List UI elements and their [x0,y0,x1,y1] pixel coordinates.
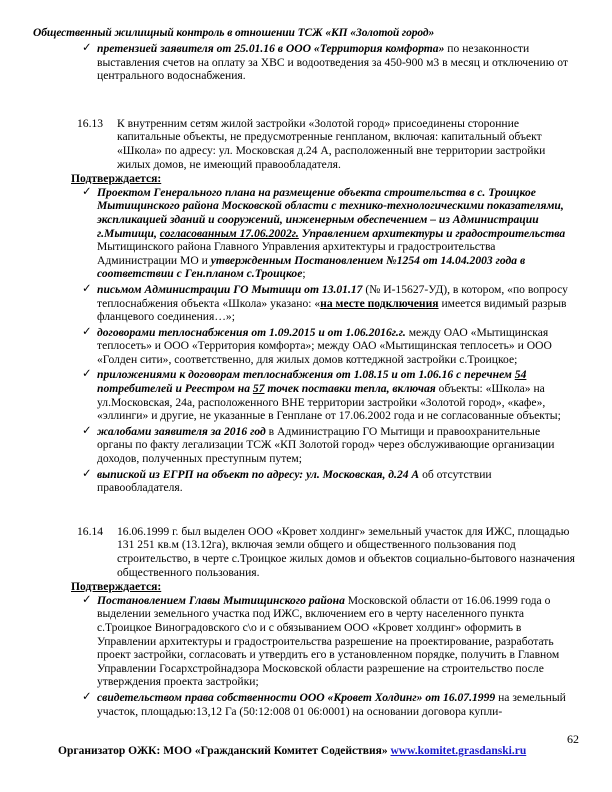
checkmark-icon: ✓ [82,690,92,703]
section-text: 16.06.1999 г. был выделен ООО «Кровет холдинг» земельный участок для ИЖС, площадью 131 251 кв.м (13.12га), включая земли общего и общественного пользования под строительство, в черте с.Троицкое жилых домов и объектов социально-бытового назначения общественного пользования. [117,524,575,579]
list-item: ✓ Проектом Генерального плана на размещение объекта строительства в с. Троицкое Мытищинского района Московской области с технико-технологическими показателями, экспликацией зданий и сооружений, инженерным обеспечением – из Администрации г.Мытищи, согласованным 17.06.2002г. Управлением архитектуры и градостроительства Мытищинского района Главного Управления архитектуры и градостроительства Администрации МО и утвержденным Постановлением №1254 от 14.04.2003 года в соответствии с Ген.планом с.Троицкое; [82,185,566,281]
list-item: ✓ жалобами заявителя за 2016 год в Администрацию ГО Мытищи и правоохранительные органы по факту легализации ТСЖ «КП Золотой город» через обслуживающие организации доходов, полученных преступным путем; [82,424,555,466]
footer-text: Организатор ОЖК: МОО «Гражданский Комитет Содействия» [58,745,391,757]
checkmark-icon: ✓ [82,467,92,480]
checkmark-icon: ✓ [82,282,92,295]
checkmark-icon: ✓ [82,42,92,54]
section-16-13 [77,117,577,171]
list-item: ✓ выпиской из ЕГРП на объект по адресу: ул. Московская, д.24 А об отсутствии правообладателя. [82,467,492,495]
list-item: ✓ претензией заявителя от 25.01.16 в ООО «Территория комфорта» по незаконности выставления счетов на оплату за ХВС и водоотведения за 450-900 м3 в месяц и отключению от центрального водоснабжения. [82,42,568,83]
page-header: Общественный жилищный контроль в отношении ТСЖ «КП «Золотой город» [33,27,435,39]
document-body [71,42,577,720]
page-footer [58,745,526,757]
list-item: ✓ приложениями к договорам теплоснабжения от 1.08.15 и от 1.06.16 с перечнем 54 потребителей и Реестром на 57 точек поставки тепла, включая объекты: «Школа» на ул.Московская, 24а, расположенного ВНЕ территории застройки «Золотой город», «кафе», «эллинги» и другие, не указанные в Генплане от 17.06.2002 года и не согласованные объекты; [82,368,561,423]
list-item: ✓ письмом Администрации ГО Мытищи от 13.01.17 (№ И-15627-УД), в котором, «по вопросу теплоснабжения объекта «Школа» указано: «на месте подключения имеется видимый разрыв фланцевого соединения…»; [82,282,568,324]
checkmark-icon: ✓ [82,424,92,437]
checkmark-icon: ✓ [82,593,92,606]
section-number: 16.13 [77,116,104,130]
checkmark-icon: ✓ [82,185,92,198]
section-text: К внутренним сетям жилой застройки «Золотой город» присоединены сторонние капитальные объекты, не предусмотренные генпланом, включая: капитальный объект «Школа» по адресу: ул. Московская д.24 А, расположенный вне территории застройки жилых домов, не имеющий правообладателя. [117,116,546,171]
checkmark-icon: ✓ [82,368,92,381]
checkmark-icon: ✓ [82,325,92,338]
list-item: ✓ Постановлением Главы Мытищинского района Московской области от 16.06.1999 года о выделении земельного участка под ИЖС, включением его в черту населенного пункта с.Троицкое Виноградовского с\о и с обязыванием ООО «Кровет холдинг» оформить в Управлении архитектуры и градостроительства разрешение на проектирование, разработать проект застройки, согласовать и утвердить его в установленном порядке, получить в Главном Управлении Госархстройнадзора Московской области разрешение на строительство после утверждения проекта застройки; [82,593,560,689]
section-16-14 [77,525,577,579]
section-number: 16.14 [77,524,104,538]
footer-link[interactable]: www.komitet.grasdanski.ru [390,745,527,757]
confirm-label: Подтверждается: [71,580,162,594]
list-item: ✓ договорами теплоснабжения от 1.09.2015 и от 1.06.2016г.г. между ОАО «Мытищинская теплосеть» и ООО «Территория комфорта»; между ОАО «Мытищинская теплосеть» и ООО «Голден сити», соответственно, для жилых домов коттеджной застройки с.Троицкое; [82,325,552,366]
page-number: 62 [567,732,579,746]
confirm-label: Подтверждается: [71,172,162,186]
list-item: ✓ свидетельством права собственности ООО «Кровет Холдинг» от 16.07.1999 на земельный участок, площадью:13,12 Га (50:12:008 01 06:0001) на основании договора купли- [82,690,566,718]
